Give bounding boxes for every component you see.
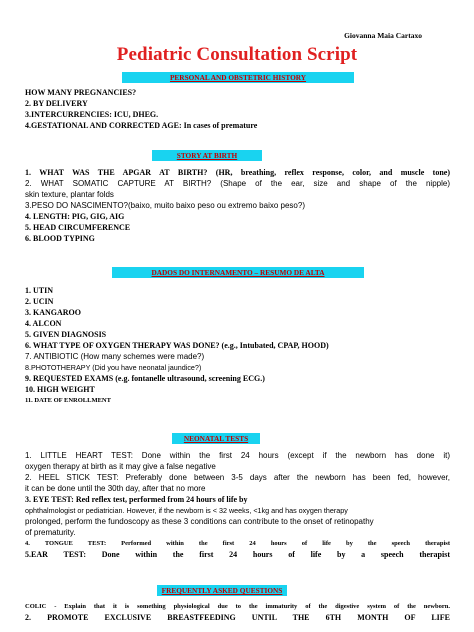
list-item: 2. HEEL STICK TEST: Preferably done between 3-5 days after the newborn has been fed, however, xyxy=(25,473,450,482)
list-item: 3.INTERCURRENCIES: ICU, DHEG. xyxy=(25,110,159,119)
list-item: 3. KANGAROO xyxy=(25,308,81,317)
section-heading-faq: FREQUENTLY ASKED QUESTIONS xyxy=(157,585,287,596)
page-title: Pediatric Consultation Script xyxy=(116,44,358,65)
list-item: 1. WHAT WAS THE APGAR AT BIRTH? (HR, breathing, reflex response, color, and muscle tone) xyxy=(25,168,450,177)
list-item: 1. LITTLE HEART TEST: Done within the first 24 hours (except if the newborn has done it) xyxy=(25,451,450,460)
list-item: 5. GIVEN DIAGNOSIS xyxy=(25,330,107,339)
list-item: skin texture, plantar folds xyxy=(25,190,114,199)
list-item: 11. DATE OF ENROLLMENT xyxy=(25,397,111,404)
section-heading-neonatal-tests: NEONATAL TESTS xyxy=(172,433,260,444)
list-item: COLIC - Explain that it is something physiological due to the immaturity of the digestive system of the newborn. xyxy=(25,603,450,610)
list-item: 9. REQUESTED EXAMS (e.g. fontanelle ultrasound, screening ECG.) xyxy=(25,374,265,383)
list-item: 10. HIGH WEIGHT xyxy=(25,385,95,394)
list-item: 8.PHOTOTHERAPY (Did you have neonatal jaundice?) xyxy=(25,363,202,372)
section-heading-hospitalization-data: DADOS DO INTERNAMENTO – RESUMO DE ALTA xyxy=(112,267,364,278)
list-item: 3. EYE TEST: Red reflex test, performed from 24 hours of life by xyxy=(25,495,248,504)
list-item: HOW MANY PREGNANCIES? xyxy=(25,88,137,97)
list-item: ophthalmologist or pediatrician. However, if the newborn is < 32 weeks, <1kg and has oxygen therapy xyxy=(25,506,348,515)
list-item: 2. PROMOTE EXCLUSIVE BREASTFEEDING UNTIL THE 6TH MONTH OF LIFE xyxy=(25,613,450,622)
list-item: 4. LENGTH: PIG, GIG, AIG xyxy=(25,212,125,221)
list-item: 4. TONGUE TEST: Performed within the first 24 hours of life by the speech therapist xyxy=(25,540,450,547)
author-name: Giovanna Maia Cartaxo xyxy=(344,31,422,40)
list-item: 5.EAR TEST: Done within the first 24 hours of life by a speech therapist xyxy=(25,550,450,559)
list-item: 7. ANTIBIOTIC (How many schemes were made?) xyxy=(25,352,205,361)
list-item: 6. BLOOD TYPING xyxy=(25,234,95,243)
list-item: 6. WHAT TYPE OF OXYGEN THERAPY WAS DONE? (e.g., Intubated, CPAP, HOOD) xyxy=(25,341,329,350)
section-heading-story-at-birth: STORY AT BIRTH xyxy=(152,150,262,161)
section-heading-personal-history: PERSONAL AND OBSTETRIC HISTORY xyxy=(122,72,354,83)
list-item: 5. HEAD CIRCUMFERENCE xyxy=(25,223,131,232)
list-item: 2. BY DELIVERY xyxy=(25,99,88,108)
list-item: of prematurity. xyxy=(25,528,76,537)
list-item: 2. UCIN xyxy=(25,297,54,306)
list-item: 4. ALCON xyxy=(25,319,62,328)
list-item: 1. UTIN xyxy=(25,286,54,295)
list-item: 3.PESO DO NASCIMENTO?(baixo, muito baixo peso ou extremo baixo peso?) xyxy=(25,201,305,210)
list-item: prolonged, perform the fundoscopy as these 3 conditions can contribute to the onset of retinopathy xyxy=(25,517,374,526)
list-item: 2. WHAT SOMATIC CAPTURE AT BIRTH? (Shape of the ear, size and shape of the nipple) xyxy=(25,179,450,188)
list-item: it can be done until the 30th day, after that no more xyxy=(25,484,206,493)
list-item: 4.GESTATIONAL AND CORRECTED AGE: In cases of premature xyxy=(25,121,258,130)
list-item: oxygen therapy at birth as it may give a false negative xyxy=(25,462,216,471)
